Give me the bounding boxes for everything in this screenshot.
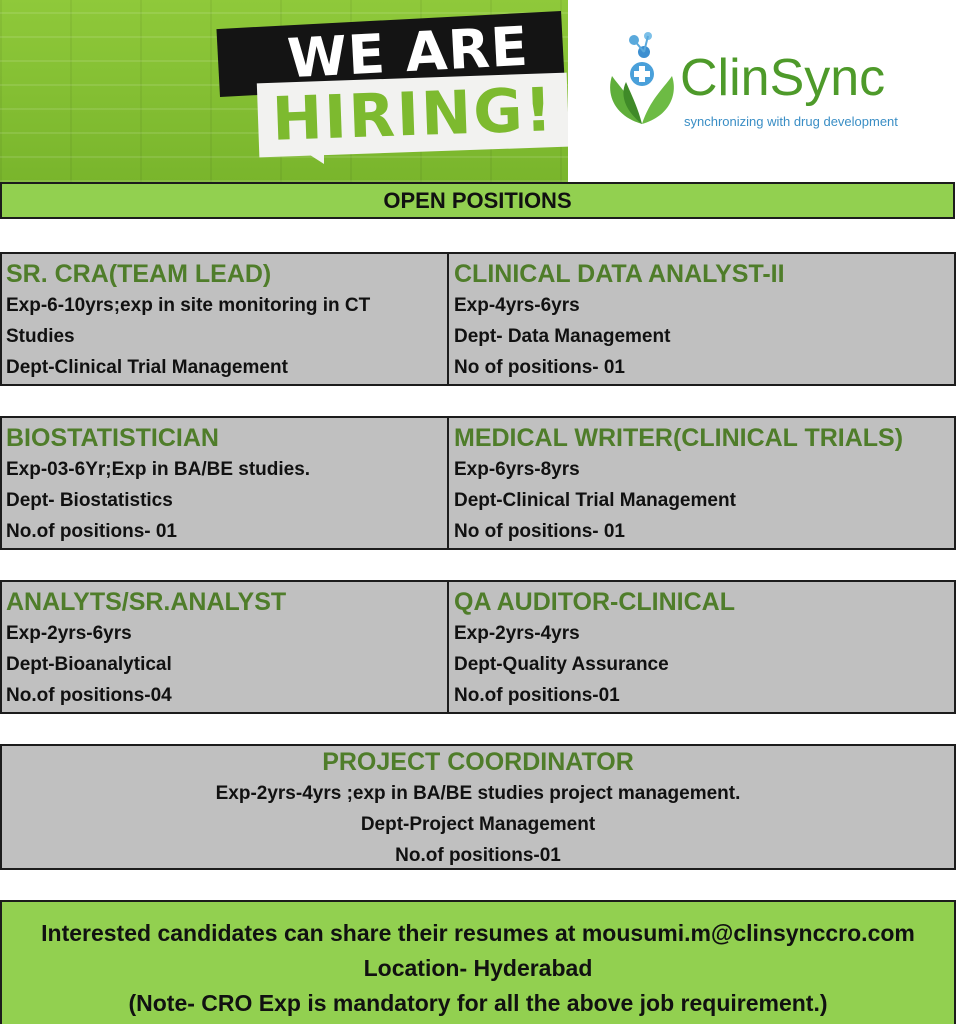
job-card-project-coordinator xyxy=(0,744,956,870)
job-positions: No of positions- 01 xyxy=(454,521,625,542)
job-department: Dept-Bioanalytical xyxy=(6,654,172,675)
job-title: CLINICAL DATA ANALYST-II xyxy=(454,260,785,288)
headline-we-are: WE ARE xyxy=(285,14,531,91)
job-positions: No.of positions-04 xyxy=(6,685,172,706)
job-department: Dept- Data Management xyxy=(454,326,671,347)
company-logo xyxy=(568,0,959,182)
note-line: (Note- CRO Exp is mandatory for all the above job requirement.) xyxy=(128,990,828,1016)
job-card-medical-writer xyxy=(447,418,954,548)
job-row-2 xyxy=(0,416,956,550)
job-positions: No.of positions-01 xyxy=(395,845,561,866)
job-card-analyst xyxy=(2,582,447,712)
location-line: Location- Hyderabad xyxy=(363,955,593,981)
job-row-3 xyxy=(0,580,956,714)
job-experience: Exp-2yrs-4yrs ;exp in BA/BE studies project management. xyxy=(215,783,741,804)
brand-tagline: synchronizing with drug development xyxy=(684,114,898,129)
job-card-biostatistician xyxy=(2,418,447,548)
brand-name: ClinSync xyxy=(680,49,886,107)
job-positions: No.of positions-01 xyxy=(454,685,620,706)
job-department: Dept-Project Management xyxy=(360,814,596,835)
job-title: QA AUDITOR-CLINICAL xyxy=(454,588,735,616)
job-card-clinical-data-analyst xyxy=(447,254,954,384)
job-title: ANALYTS/SR.ANALYST xyxy=(6,588,287,616)
job-department: Dept- Biostatistics xyxy=(6,490,173,511)
job-title: SR. CRA(TEAM LEAD) xyxy=(6,260,272,288)
job-card-sr-cra xyxy=(2,254,447,384)
job-title: MEDICAL WRITER(CLINICAL TRIALS) xyxy=(454,424,904,452)
job-experience: Exp-2yrs-4yrs xyxy=(454,623,580,644)
job-experience: Exp-6yrs-8yrs xyxy=(454,459,580,480)
application-info xyxy=(0,900,956,1024)
job-experience: Exp-6-10yrs;exp in site monitoring in CT Studies xyxy=(6,295,371,347)
job-experience: Exp-03-6Yr;Exp in BA/BE studies. xyxy=(6,459,311,480)
job-department: Dept-Clinical Trial Management xyxy=(454,490,736,511)
job-title: BIOSTATISTICIAN xyxy=(6,424,219,452)
open-positions-header: OPEN POSITIONS xyxy=(0,182,955,219)
job-row-1 xyxy=(0,252,956,386)
job-experience: Exp-4yrs-6yrs xyxy=(454,295,580,316)
job-experience: Exp-2yrs-6yrs xyxy=(6,623,132,644)
job-card-qa-auditor xyxy=(447,582,954,712)
job-title: PROJECT COORDINATOR xyxy=(322,748,634,776)
headline-hiring: HIRING! xyxy=(270,75,556,155)
hiring-banner xyxy=(0,0,568,182)
job-department: Dept-Quality Assurance xyxy=(454,654,669,675)
job-positions: No of positions- 01 xyxy=(454,357,625,378)
job-positions: No.of positions- 01 xyxy=(6,521,177,542)
job-department: Dept-Clinical Trial Management xyxy=(6,357,288,378)
leaf-with-molecule-icon xyxy=(604,30,682,130)
contact-email-line: Interested candidates can share their resumes at mousumi.m@clinsynccro.com xyxy=(41,920,915,946)
